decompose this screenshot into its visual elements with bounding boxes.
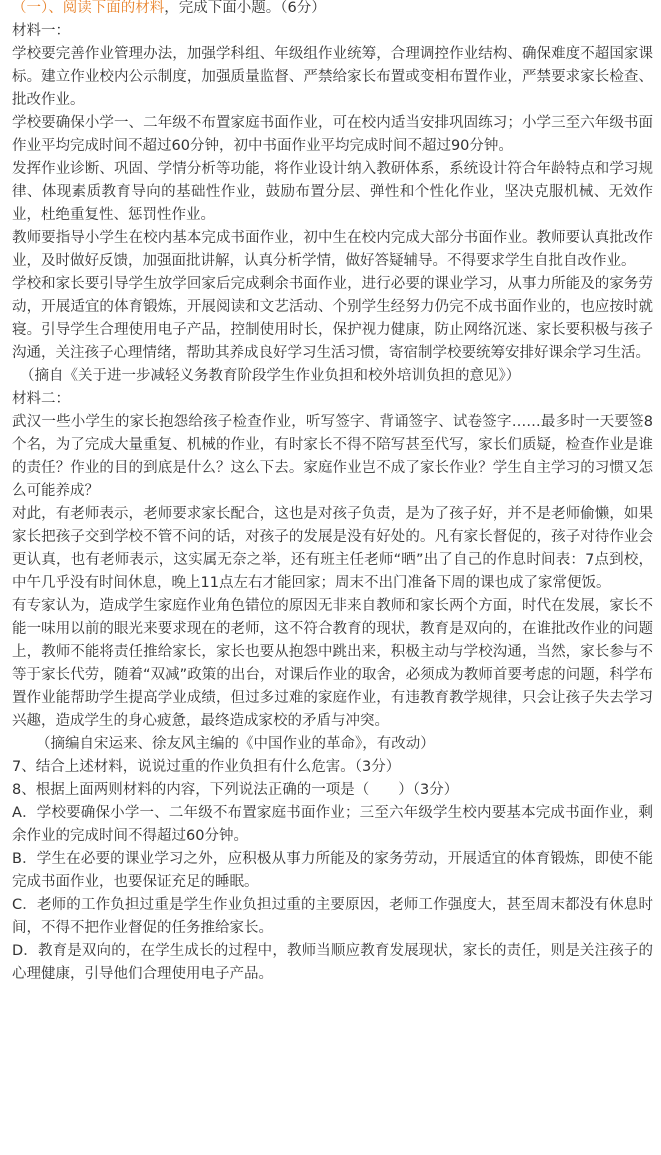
material-1-source: （摘自《关于进一步减轻义务教育阶段学生作业负担和校外培训负担的意见》） <box>20 368 521 384</box>
option-c: C．老师的工作负担过重是学生作业负担过重的主要原因，老师工作强度大，甚至周末都没有休息时间，不得不把作业督促的任务推给家长。 <box>12 897 653 936</box>
section-header-instruction: ，完成下面小题。（6分） <box>164 0 326 16</box>
option-b: B．学生在必要的课业学习之外，应积极从事力所能及的家务劳动，开展适宜的体育锻炼，即使不能完成书面作业，也要保证充足的睡眠。 <box>12 851 653 890</box>
material-1-paragraph: 学校和家长要引导学生放学回家后完成剩余书面作业，进行必要的课业学习，从事力所能及的家务劳动，开展适宜的体育锻炼，开展阅读和文艺活动、个别学生经努力仍完不成书面作业的，也应按时就寝。引导学生合理使用电子产品，控制使用时长，保护视力健康，防止网络沉迷、家长要积极与孩子沟通，关注孩子心理情绪，帮助其养成良好学习生活习惯，寄宿制学校要统筹安排好课余学习生活。 <box>12 276 653 361</box>
section-header <box>12 0 653 20</box>
material-2-label: 材料二： <box>12 391 70 407</box>
material-1-label: 材料一： <box>12 23 70 39</box>
option-a: A．学校要确保小学一、二年级不布置家庭书面作业；三至六年级学生校内要基本完成书面作业，剩余作业的完成时间不得超过60分钟。 <box>12 805 653 844</box>
material-2-source: （摘编自宋运来、徐友风主编的《中国作业的革命》，有改动） <box>36 736 435 752</box>
option-d: D．教育是双向的，在学生成长的过程中，教师当顺应教育发展现状，家长的责任，则是关注孩子的心理健康，引导他们合理使用电子产品。 <box>12 943 653 982</box>
material-2-paragraph: 对此，有老师表示，老师要求家长配合，这也是对孩子负责，是为了孩子好，并不是老师偷懒，如果家长把孩子交到学校不管不问的话，对孩子的发展是没有好处的。凡有家长督促的，孩子对待作业会更认真，也有老师表示，这实属无奈之举，还有班主任老师“晒”出了自己的作息时间表：7点到校，中午几乎没有时间休息，晚上11点左右才能回家；周末不出门准备下周的课也成了家常便饭。 <box>12 506 653 591</box>
material-1-paragraph: 发挥作业诊断、巩固、学情分析等功能，将作业设计纳入教研体系，系统设计符合年龄特点和学习规律、体现素质教育导向的基础性作业，鼓励布置分层、弹性和个性化作业，坚决克服机械、无效作业，杜绝重复性、惩罚性作业。 <box>12 161 653 223</box>
material-1-paragraph: 教师要指导小学生在校内基本完成书面作业，初中生在校内完成大部分书面作业。教师要认真批改作业，及时做好反馈，加强面批讲解，认真分析学情，做好答疑辅导。不得要求学生自批自改作业。 <box>12 230 653 269</box>
section-header-highlight: （一）、阅读下面的材料 <box>12 0 165 16</box>
material-2-paragraph: 武汉一些小学生的家长抱怨给孩子检查作业，听写签字、背诵签字、试卷签字……最多时一天要签8个名，为了完成大量重复、机械的作业，有时家长不得不陪写甚至代写，家长们质疑，检查作业是谁的责任？作业的目的到底是什么？这么下去。家庭作业岂不成了家长作业？学生自主学习的习惯又怎么可能养成？ <box>12 414 653 499</box>
material-1-paragraph: 学校要完善作业管理办法，加强学科组、年级组作业统筹，合理调控作业结构、确保难度不超国家课标。建立作业校内公示制度，加强质量监督、严禁给家长布置或变相布置作业，严禁要求家长检查、批改作业。 <box>12 46 653 108</box>
question-7: 7、结合上述材料，说说过重的作业负担有什么危害。（3分） <box>12 759 401 775</box>
question-8: 8、根据上面两则材料的内容，下列说法正确的一项是（ ）（3分） <box>12 782 459 798</box>
material-2-paragraph: 有专家认为，造成学生家庭作业角色错位的原因无非来自教师和家长两个方面，时代在发展，家长不能一味用以前的眼光来要求现在的老师，这不符合教育的现状，教育是双向的，在谁批改作业的问题上，教师不能将责任推给家长，家长也要从抱怨中跳出来，积极主动与学校沟通，当然，家长参与不等于家长代劳，随着“双减”政策的出台，对课后作业的取舍，必须成为教师首要考虑的问题，科学布置作业能帮助学生提高学业成绩，但过多过难的家庭作业，有违教育教学规律，只会让孩子失去学习兴趣，造成学生的身心疲惫，最终造成家校的矛盾与冲突。 <box>12 598 653 729</box>
material-1-paragraph: 学校要确保小学一、二年级不布置家庭书面作业，可在校内适当安排巩固练习；小学三至六年级书面作业平均完成时间不超过60分钟，初中书面作业平均完成时间不超过90分钟。 <box>12 115 653 154</box>
